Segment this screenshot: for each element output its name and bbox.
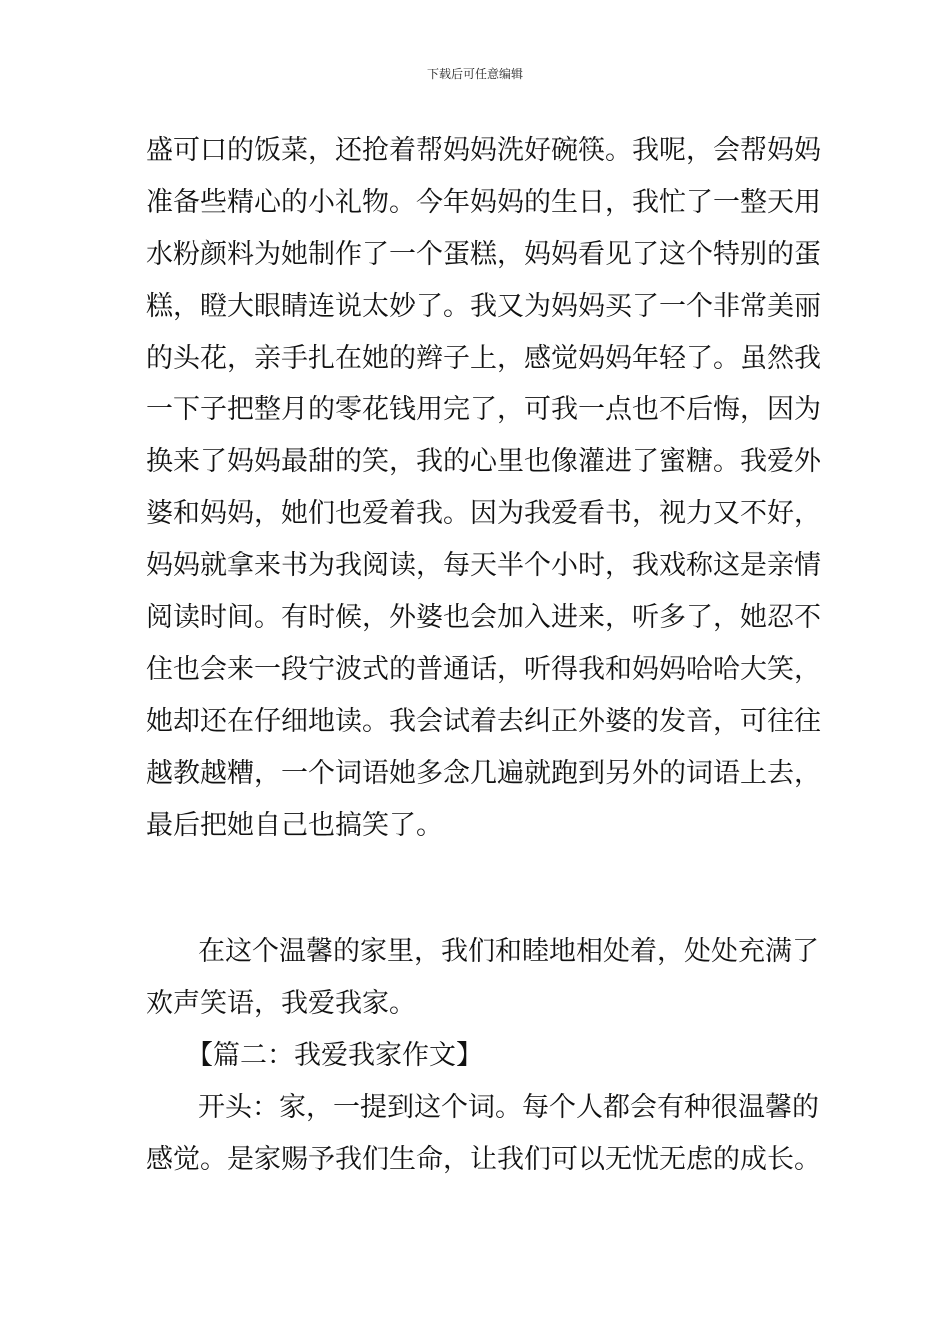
text-line: 妈妈就拿来书为我阅读，每天半个小时，我戏称这是亲情 xyxy=(146,550,821,582)
text-line: 准备些精心的小礼物。今年妈妈的生日，我忙了一整天用 xyxy=(146,186,821,218)
text-line: 阅读时间。有时候，外婆也会加入进来，听多了，她忍不 xyxy=(146,602,821,634)
text-line: 的头花，亲手扎在她的辫子上，感觉妈妈年轻了。虽然我 xyxy=(146,342,821,374)
document-body-part-1 xyxy=(146,125,821,851)
text-line: 住也会来一段宁波式的普通话，听得我和妈妈哈哈大笑， xyxy=(146,653,821,685)
text-line: 在这个温馨的家里，我们和睦地相处着，处处充满了 xyxy=(198,936,819,967)
text-line: 她却还在仔细地读。我会试着去纠正外婆的发音，可往往 xyxy=(146,705,821,737)
text-line: 开头：家，一提到这个词。每个人都会有种很温馨的 xyxy=(198,1091,819,1123)
section-heading-text: 【篇二：我爱我家作文】 xyxy=(186,1039,483,1071)
paragraph-2 xyxy=(146,926,819,1030)
text-line: 最后把她自己也搞笑了。 xyxy=(146,809,443,841)
text-line: 婆和妈妈，她们也爱着我。因为我爱看书，视力又不好， xyxy=(146,498,821,530)
text-line: 换来了妈妈最甜的笑，我的心里也像灌进了蜜糖。我爱外 xyxy=(146,446,821,478)
text-line: 水粉颜料为她制作了一个蛋糕，妈妈看见了这个特别的蛋 xyxy=(146,238,821,270)
paragraph-3 xyxy=(146,1082,821,1186)
text-line: 越教越糟，一个词语她多念几遍就跑到另外的词语上去， xyxy=(146,757,821,789)
paragraph-1 xyxy=(146,125,821,851)
page-header: 下载后可任意编辑 xyxy=(426,67,523,81)
text-line: 欢声笑语，我爱我家。 xyxy=(146,987,416,1019)
text-line: 盛可口的饭菜，还抢着帮妈妈洗好碗筷。我呢，会帮妈妈 xyxy=(146,135,821,166)
text-line: 感觉。是家赐予我们生命，让我们可以无忧无虑的成长。 xyxy=(146,1143,821,1175)
section-heading xyxy=(146,1030,810,1082)
document-body-part-2 xyxy=(146,926,821,1185)
text-line: 糕，瞪大眼睛连说太妙了。我又为妈妈买了一个非常美丽 xyxy=(146,290,821,322)
text-line: 一下子把整月的零花钱用完了，可我一点也不后悔，因为 xyxy=(146,394,821,426)
